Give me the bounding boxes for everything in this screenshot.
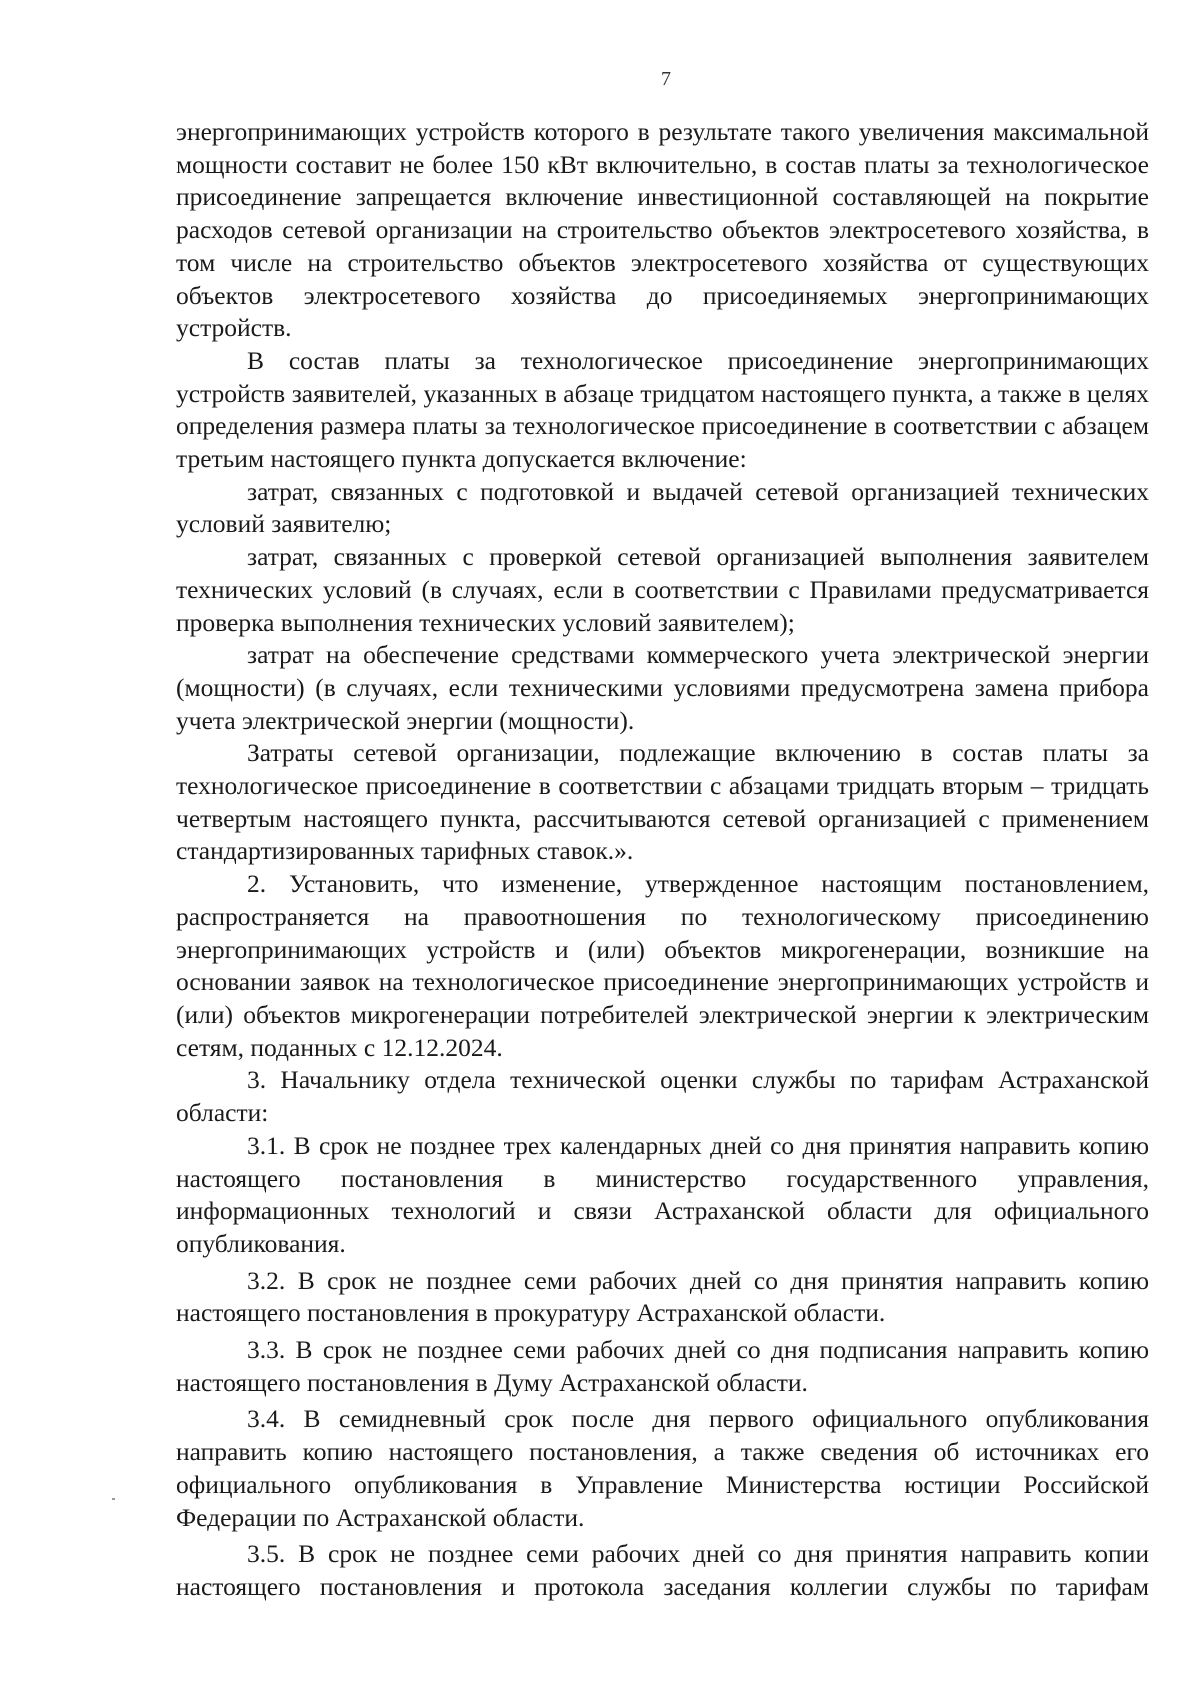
paragraph-list-item: затрат, связанных с подготовкой и выдачей сетевой организацией технических условий заявителю;	[176, 476, 1149, 539]
paragraph-continuation: энергопринимающих устройств которого в результате такого увеличения максимальной мощности составит не более 150 кВт включительно, в состав платы за технологическое присоединение запрещается включение инвестиционной составляющей на покрытие расходов сетевой организации на строительство объектов электросетевого хозяйства, в том числе на строительство объектов электросетевого хозяйства от существующих объектов электросетевого хозяйства до присоединяемых энергопринимающих устройств.	[176, 117, 1149, 343]
document-body	[176, 116, 1149, 1604]
paragraph-clause-3: 3. Начальнику отдела технической оценки службы по тарифам Астраханской области:	[176, 1065, 1149, 1128]
paragraph-fee-composition: В состав платы за технологическое присоединение энергопринимающих устройств заявителей, указанных в абзаце тридцатом настоящего пункта, а также в целях определения размера платы за технологическое присоединение в соответствии с абзацем третьим настоящего пункта допускается включение:	[176, 345, 1149, 474]
paragraph-list-item: затрат на обеспечение средствами коммерческого учета электрической энергии (мощности) (в случаях, если техническими условиями предусмотрена замена прибора учета электрической энергии (мощности).	[176, 640, 1149, 735]
page-number: 7	[661, 68, 671, 90]
paragraph-clause-3-2: 3.2. В срок не позднее семи рабочих дней со дня принятия направить копию настоящего постановления в прокуратуру Астраханской области.	[176, 1265, 1149, 1328]
paragraph-clause-3-3: 3.3. В срок не позднее семи рабочих дней со дня подписания направить копию настоящего постановления в Думу Астраханской области.	[176, 1335, 1149, 1397]
paragraph-costs-calculation: Затраты сетевой организации, подлежащие включению в состав платы за технологическое присоединение в соответствии с абзацами тридцать вторым – тридцать четвертым настоящего пункта, рассчитываются сетевой организацией с применением стандартизированных тарифных ставок.».	[176, 738, 1149, 866]
paragraph-clause-3-5: 3.5. В срок не позднее семи рабочих дней со дня принятия направить копии настоящего постановления и протокола заседания коллегии службы по тарифам	[176, 1539, 1149, 1601]
paragraph-clause-2: 2. Установить, что изменение, утвержденное настоящим постановлением, распространяется на правоотношения по технологическому присоединению энергопринимающих устройств и (или) объектов микрогенерации, возникшие на основании заявок на технологическое присоединение энергопринимающих устройств и (или) объектов микрогенерации потребителей электрической энергии к электрическим сетям, поданных с 12.12.2024.	[176, 869, 1149, 1062]
paragraph-clause-3-1: 3.1. В срок не позднее трех календарных дней со дня принятия направить копию настоящего постановления в министерство государственного управления, информационных технологий и связи Астраханской области для официального опубликования.	[176, 1130, 1149, 1258]
paragraph-list-item: затрат, связанных с проверкой сетевой организацией выполнения заявителем технических условий (в случаях, если в соответствии с Правилами предусматривается проверка выполнения технических условий заявителем);	[176, 542, 1149, 637]
paragraph-clause-3-4: 3.4. В семидневный срок после дня первого официального опубликования направить копию настоящего постановления, а также сведения об источниках его официального опубликования в Управление Министерства юстиции Российской Федерации по Астраханской области.	[176, 1404, 1149, 1532]
scan-artifact	[112, 1498, 115, 1500]
